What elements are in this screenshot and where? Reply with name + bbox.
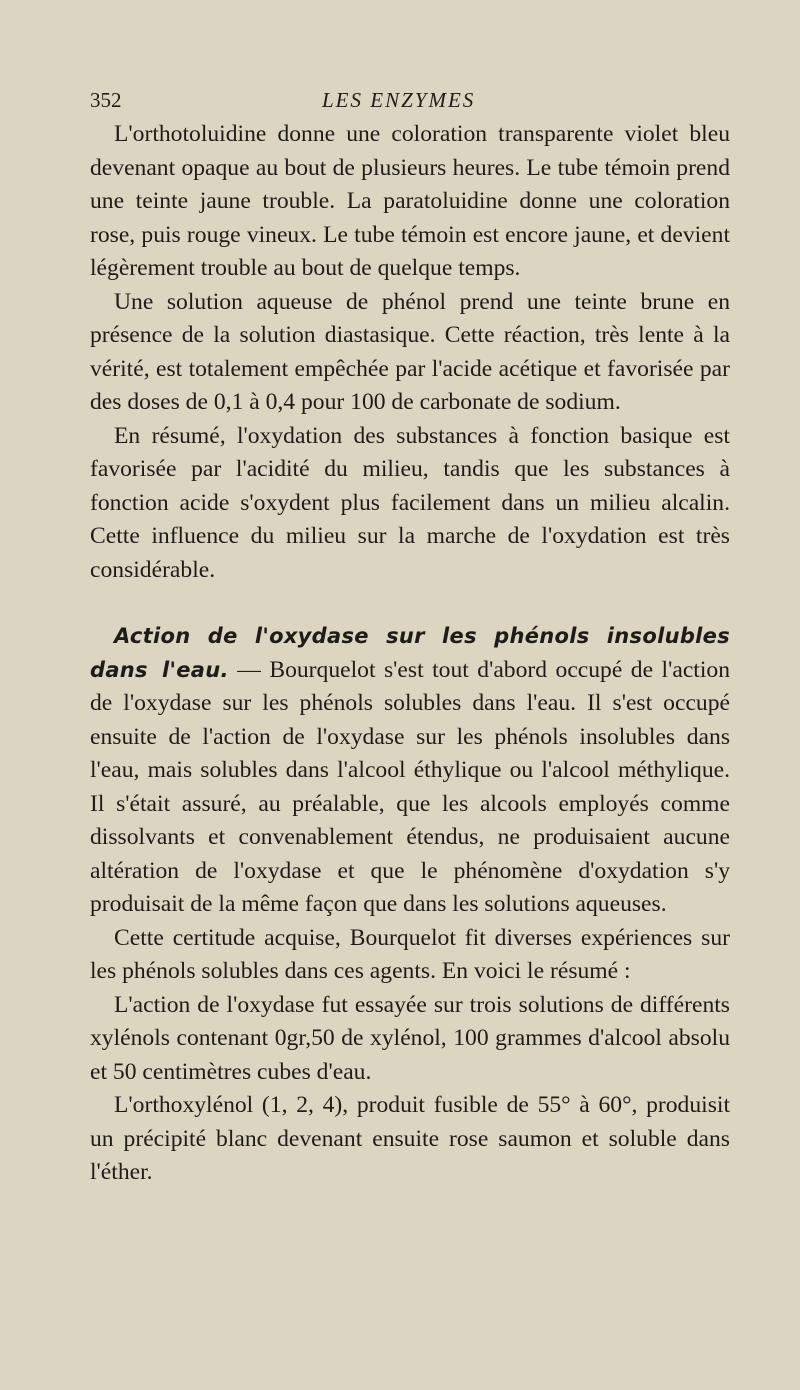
- section-heading: Action de l'oxydase sur les phénols insolubles dans l'eau.: [90, 624, 730, 682]
- paragraph-orthoxylenol: L'orthoxylénol (1, 2, 4), produit fusible de 55° à 60°, produisit un précipité blanc devenant ensuite rose saumon et soluble dans l'éther.: [90, 1092, 730, 1185]
- paragraph-summary: En résumé, l'oxydation des substances à fonction basique est favorisée par l'acidité du milieu, tandis que les substances à fonction acide s'oxydent plus facilement dans un milieu alcalin. Cette influence du milieu sur la marche de l'oxydation est très considérable.: [90, 422, 730, 583]
- body-text: [90, 118, 730, 1190]
- paragraph-phenol: Une solution aqueuse de phénol prend une teinte brune en présence de la solution diastasique. Cette réaction, très lente à la vérité, est totalement empêchée par l'acide acétique et favorisée par des doses de 0,1 à 0,4 pour 100 de carbonate de sodium.: [90, 288, 730, 415]
- paragraph-xylenol-solutions: L'action de l'oxydase fut essayée sur trois solutions de différents xylénols contenant 0gr,50 de xylénol, 100 grammes d'alcool absolu et 50 centimètres cubes d'eau.: [90, 991, 730, 1085]
- running-head: [90, 85, 730, 115]
- running-title: LES ENZYMES: [322, 88, 476, 112]
- paragraph-certitude: Cette certitude acquise, Bourquelot fit diverses expériences sur les phénols solubles dans ces agents. En voici le résumé :: [90, 924, 730, 984]
- paragraph-toluidine: L'orthotoluidine donne une coloration transparente violet bleu devenant opaque au bout de plusieurs heures. Le tube témoin prend une teinte jaune trouble. La paratoluidine donne une coloration rose, puis rouge vineux. Le tube témoin est encore jaune, et devient légèrement trouble au bout de quelque temps.: [90, 121, 730, 281]
- section-opening-paragraph: [90, 620, 730, 922]
- page-number: 352: [90, 88, 122, 112]
- section-intro-text: — Bourquelot s'est tout d'abord occupé de l'action de l'oxydase sur les phénols solubles dans l'eau. Il s'est occupé ensuite de l'action de l'oxydase sur les phénols insolubles dans l'eau, mais solubles dans l'alcool éthylique ou l'alcool méthylique. Il s'était assuré, au préalable, que les alcools employés comme dissolvants et convenablement étendus, ne produisaient aucune altération de l'oxydase et que le phénomène d'oxydation s'y produisait de la même façon que dans les solutions aqueuses.: [90, 656, 730, 917]
